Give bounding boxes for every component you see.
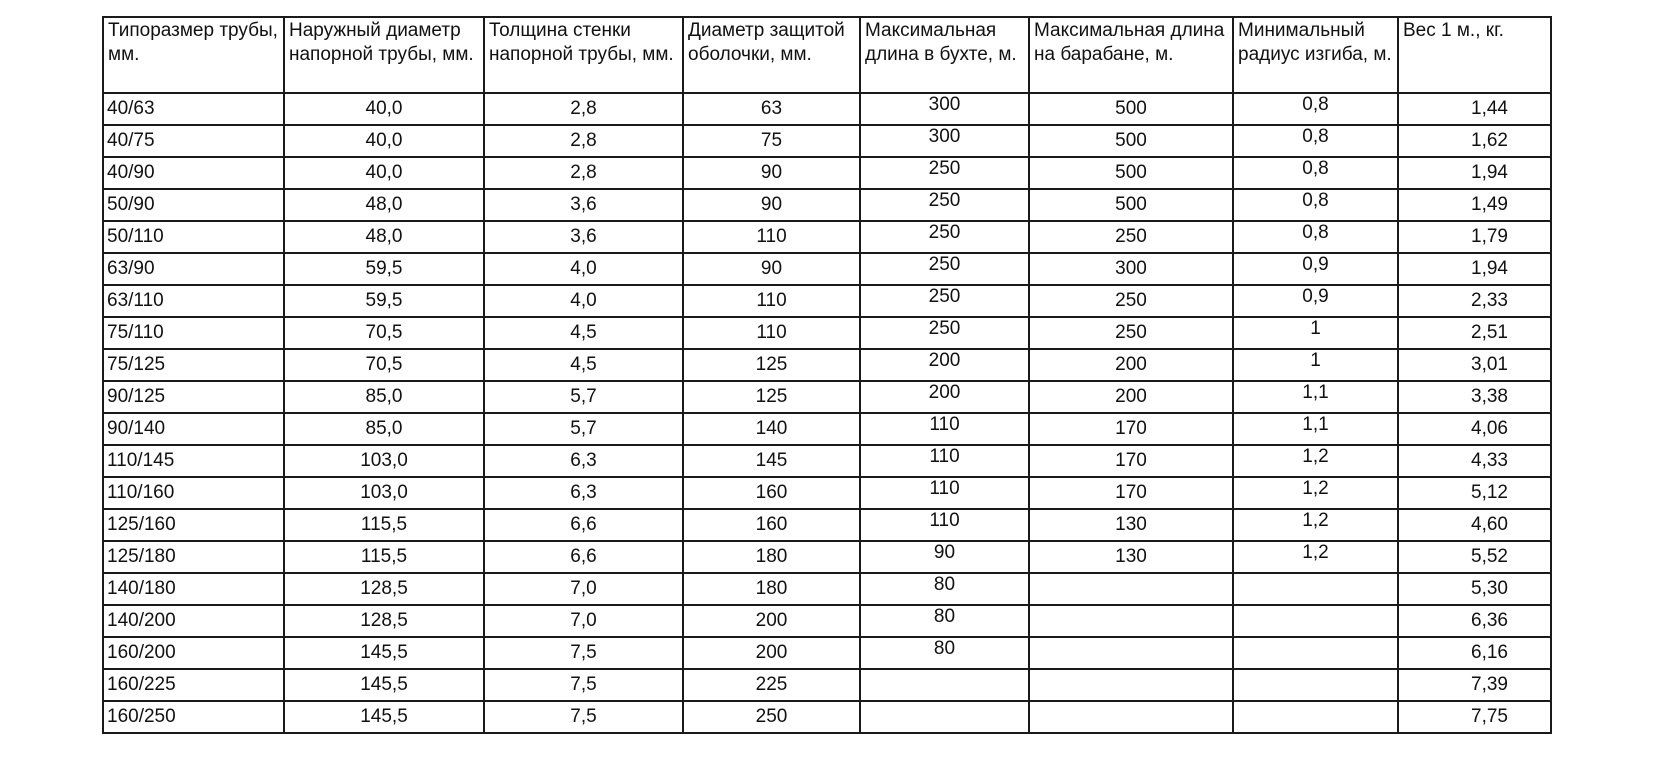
cell-jacket-diameter: 125 <box>683 381 860 413</box>
table-header <box>103 17 1551 93</box>
cell-wall-thickness: 7,5 <box>484 669 683 701</box>
cell-min-bend-radius: 0,9 <box>1233 253 1398 285</box>
cell-max-length-coil: 250 <box>860 221 1029 253</box>
cell-wall-thickness: 7,5 <box>484 637 683 669</box>
cell-max-length-drum: 500 <box>1029 125 1233 157</box>
cell-pipe-size: 40/75 <box>103 125 284 157</box>
cell-min-bend-radius <box>1233 701 1398 733</box>
cell-pipe-size: 140/180 <box>103 573 284 605</box>
table-row <box>103 541 1551 573</box>
cell-jacket-diameter: 225 <box>683 669 860 701</box>
cell-jacket-diameter: 180 <box>683 541 860 573</box>
cell-outer-diameter: 48,0 <box>284 189 484 221</box>
cell-max-length-coil: 110 <box>860 413 1029 445</box>
cell-max-length-drum: 500 <box>1029 157 1233 189</box>
cell-wall-thickness: 6,6 <box>484 541 683 573</box>
table-row <box>103 413 1551 445</box>
cell-pipe-size: 160/250 <box>103 701 284 733</box>
cell-jacket-diameter: 180 <box>683 573 860 605</box>
table-row <box>103 605 1551 637</box>
cell-min-bend-radius: 0,8 <box>1233 189 1398 221</box>
cell-min-bend-radius: 1,2 <box>1233 509 1398 541</box>
cell-weight-per-meter: 1,62 <box>1398 125 1551 157</box>
cell-max-length-drum: 170 <box>1029 445 1233 477</box>
cell-max-length-drum: 300 <box>1029 253 1233 285</box>
cell-min-bend-radius: 1,2 <box>1233 477 1398 509</box>
cell-wall-thickness: 2,8 <box>484 93 683 125</box>
cell-wall-thickness: 6,3 <box>484 445 683 477</box>
cell-min-bend-radius <box>1233 573 1398 605</box>
cell-pipe-size: 90/140 <box>103 413 284 445</box>
cell-max-length-coil: 250 <box>860 189 1029 221</box>
header-outer-diameter: Наружный диаметр напорной трубы, мм. <box>284 17 484 93</box>
cell-max-length-coil: 250 <box>860 317 1029 349</box>
cell-max-length-coil: 80 <box>860 605 1029 637</box>
cell-pipe-size: 50/110 <box>103 221 284 253</box>
cell-max-length-drum: 200 <box>1029 349 1233 381</box>
cell-max-length-drum <box>1029 701 1233 733</box>
cell-wall-thickness: 4,0 <box>484 285 683 317</box>
cell-wall-thickness: 2,8 <box>484 157 683 189</box>
cell-wall-thickness: 6,6 <box>484 509 683 541</box>
cell-max-length-coil: 250 <box>860 253 1029 285</box>
cell-wall-thickness: 4,5 <box>484 317 683 349</box>
cell-weight-per-meter: 5,12 <box>1398 477 1551 509</box>
cell-outer-diameter: 40,0 <box>284 125 484 157</box>
cell-pipe-size: 160/225 <box>103 669 284 701</box>
cell-min-bend-radius: 1,1 <box>1233 381 1398 413</box>
cell-wall-thickness: 7,5 <box>484 701 683 733</box>
table-row <box>103 189 1551 221</box>
table-row <box>103 349 1551 381</box>
cell-max-length-drum: 130 <box>1029 509 1233 541</box>
cell-pipe-size: 75/110 <box>103 317 284 349</box>
cell-max-length-coil: 250 <box>860 157 1029 189</box>
cell-jacket-diameter: 140 <box>683 413 860 445</box>
cell-max-length-drum <box>1029 669 1233 701</box>
cell-wall-thickness: 4,0 <box>484 253 683 285</box>
cell-jacket-diameter: 110 <box>683 317 860 349</box>
cell-wall-thickness: 6,3 <box>484 477 683 509</box>
cell-max-length-coil: 200 <box>860 349 1029 381</box>
cell-weight-per-meter: 1,49 <box>1398 189 1551 221</box>
cell-outer-diameter: 59,5 <box>284 253 484 285</box>
cell-min-bend-radius <box>1233 669 1398 701</box>
table-row <box>103 637 1551 669</box>
cell-min-bend-radius: 0,9 <box>1233 285 1398 317</box>
cell-jacket-diameter: 160 <box>683 477 860 509</box>
cell-weight-per-meter: 4,33 <box>1398 445 1551 477</box>
cell-outer-diameter: 70,5 <box>284 349 484 381</box>
table-row <box>103 253 1551 285</box>
cell-jacket-diameter: 200 <box>683 637 860 669</box>
table-row <box>103 93 1551 125</box>
cell-min-bend-radius <box>1233 637 1398 669</box>
table-row <box>103 573 1551 605</box>
cell-min-bend-radius: 0,8 <box>1233 157 1398 189</box>
cell-jacket-diameter: 90 <box>683 157 860 189</box>
cell-max-length-drum: 200 <box>1029 381 1233 413</box>
cell-max-length-drum: 500 <box>1029 189 1233 221</box>
cell-wall-thickness: 2,8 <box>484 125 683 157</box>
cell-weight-per-meter: 4,06 <box>1398 413 1551 445</box>
cell-max-length-drum: 170 <box>1029 477 1233 509</box>
cell-pipe-size: 63/110 <box>103 285 284 317</box>
cell-wall-thickness: 4,5 <box>484 349 683 381</box>
cell-max-length-coil: 300 <box>860 125 1029 157</box>
header-wall-thickness: Толщина стенки напорной трубы, мм. <box>484 17 683 93</box>
cell-outer-diameter: 128,5 <box>284 573 484 605</box>
cell-weight-per-meter: 5,30 <box>1398 573 1551 605</box>
table-row <box>103 477 1551 509</box>
cell-pipe-size: 50/90 <box>103 189 284 221</box>
table-row <box>103 381 1551 413</box>
cell-outer-diameter: 103,0 <box>284 477 484 509</box>
cell-weight-per-meter: 6,16 <box>1398 637 1551 669</box>
cell-weight-per-meter: 1,44 <box>1398 93 1551 125</box>
cell-jacket-diameter: 125 <box>683 349 860 381</box>
cell-wall-thickness: 5,7 <box>484 413 683 445</box>
cell-outer-diameter: 145,5 <box>284 669 484 701</box>
cell-outer-diameter: 70,5 <box>284 317 484 349</box>
cell-outer-diameter: 48,0 <box>284 221 484 253</box>
cell-max-length-coil: 200 <box>860 381 1029 413</box>
cell-outer-diameter: 85,0 <box>284 381 484 413</box>
cell-weight-per-meter: 4,60 <box>1398 509 1551 541</box>
cell-outer-diameter: 40,0 <box>284 157 484 189</box>
cell-weight-per-meter: 2,33 <box>1398 285 1551 317</box>
table-body <box>103 93 1551 733</box>
cell-pipe-size: 40/90 <box>103 157 284 189</box>
cell-max-length-drum <box>1029 573 1233 605</box>
cell-jacket-diameter: 200 <box>683 605 860 637</box>
cell-min-bend-radius: 1 <box>1233 317 1398 349</box>
cell-outer-diameter: 85,0 <box>284 413 484 445</box>
cell-weight-per-meter: 1,94 <box>1398 253 1551 285</box>
cell-max-length-coil: 250 <box>860 285 1029 317</box>
cell-wall-thickness: 7,0 <box>484 573 683 605</box>
cell-pipe-size: 125/180 <box>103 541 284 573</box>
table-row <box>103 509 1551 541</box>
header-max-length-coil: Максимальная длина в бухте, м. <box>860 17 1029 93</box>
cell-max-length-coil <box>860 669 1029 701</box>
cell-min-bend-radius: 1,2 <box>1233 445 1398 477</box>
cell-weight-per-meter: 1,94 <box>1398 157 1551 189</box>
cell-max-length-drum: 250 <box>1029 221 1233 253</box>
cell-weight-per-meter: 7,75 <box>1398 701 1551 733</box>
cell-min-bend-radius: 0,8 <box>1233 93 1398 125</box>
cell-pipe-size: 75/125 <box>103 349 284 381</box>
cell-outer-diameter: 40,0 <box>284 93 484 125</box>
header-min-bend-radius: Минимальный радиус изгиба, м. <box>1233 17 1398 93</box>
cell-weight-per-meter: 6,36 <box>1398 605 1551 637</box>
cell-weight-per-meter: 1,79 <box>1398 221 1551 253</box>
cell-min-bend-radius: 1,2 <box>1233 541 1398 573</box>
table-row <box>103 317 1551 349</box>
cell-min-bend-radius: 0,8 <box>1233 221 1398 253</box>
cell-weight-per-meter: 3,38 <box>1398 381 1551 413</box>
cell-outer-diameter: 145,5 <box>284 637 484 669</box>
cell-outer-diameter: 103,0 <box>284 445 484 477</box>
table-row <box>103 125 1551 157</box>
table-row <box>103 285 1551 317</box>
cell-max-length-drum <box>1029 637 1233 669</box>
cell-outer-diameter: 59,5 <box>284 285 484 317</box>
cell-max-length-coil: 80 <box>860 573 1029 605</box>
cell-pipe-size: 40/63 <box>103 93 284 125</box>
cell-jacket-diameter: 90 <box>683 253 860 285</box>
cell-weight-per-meter: 5,52 <box>1398 541 1551 573</box>
cell-max-length-coil: 90 <box>860 541 1029 573</box>
table-row <box>103 669 1551 701</box>
cell-max-length-drum <box>1029 605 1233 637</box>
cell-max-length-drum: 250 <box>1029 317 1233 349</box>
cell-jacket-diameter: 250 <box>683 701 860 733</box>
cell-wall-thickness: 3,6 <box>484 189 683 221</box>
cell-pipe-size: 160/200 <box>103 637 284 669</box>
cell-max-length-coil: 110 <box>860 477 1029 509</box>
cell-jacket-diameter: 90 <box>683 189 860 221</box>
cell-max-length-coil <box>860 701 1029 733</box>
cell-max-length-coil: 80 <box>860 637 1029 669</box>
cell-max-length-coil: 110 <box>860 509 1029 541</box>
cell-jacket-diameter: 110 <box>683 285 860 317</box>
cell-max-length-drum: 500 <box>1029 93 1233 125</box>
table-row <box>103 701 1551 733</box>
header-row <box>103 17 1551 93</box>
cell-min-bend-radius <box>1233 605 1398 637</box>
cell-outer-diameter: 115,5 <box>284 509 484 541</box>
cell-pipe-size: 63/90 <box>103 253 284 285</box>
cell-jacket-diameter: 145 <box>683 445 860 477</box>
header-weight-per-meter: Вес 1 м., кг. <box>1398 17 1551 93</box>
cell-outer-diameter: 115,5 <box>284 541 484 573</box>
table-row <box>103 157 1551 189</box>
cell-outer-diameter: 128,5 <box>284 605 484 637</box>
header-max-length-drum: Максимальная длина на барабане, м. <box>1029 17 1233 93</box>
cell-min-bend-radius: 1 <box>1233 349 1398 381</box>
cell-pipe-size: 125/160 <box>103 509 284 541</box>
cell-weight-per-meter: 3,01 <box>1398 349 1551 381</box>
pipe-spec-table <box>102 16 1552 734</box>
cell-jacket-diameter: 160 <box>683 509 860 541</box>
cell-min-bend-radius: 0,8 <box>1233 125 1398 157</box>
cell-jacket-diameter: 110 <box>683 221 860 253</box>
cell-outer-diameter: 145,5 <box>284 701 484 733</box>
cell-pipe-size: 110/160 <box>103 477 284 509</box>
cell-max-length-drum: 130 <box>1029 541 1233 573</box>
cell-pipe-size: 90/125 <box>103 381 284 413</box>
cell-weight-per-meter: 2,51 <box>1398 317 1551 349</box>
cell-weight-per-meter: 7,39 <box>1398 669 1551 701</box>
header-pipe-size: Типоразмер трубы, мм. <box>103 17 284 93</box>
cell-pipe-size: 140/200 <box>103 605 284 637</box>
cell-wall-thickness: 7,0 <box>484 605 683 637</box>
table-row <box>103 445 1551 477</box>
cell-pipe-size: 110/145 <box>103 445 284 477</box>
cell-wall-thickness: 5,7 <box>484 381 683 413</box>
cell-min-bend-radius: 1,1 <box>1233 413 1398 445</box>
cell-jacket-diameter: 75 <box>683 125 860 157</box>
cell-max-length-coil: 300 <box>860 93 1029 125</box>
cell-max-length-coil: 110 <box>860 445 1029 477</box>
cell-wall-thickness: 3,6 <box>484 221 683 253</box>
cell-jacket-diameter: 63 <box>683 93 860 125</box>
cell-max-length-drum: 170 <box>1029 413 1233 445</box>
table-row <box>103 221 1551 253</box>
cell-max-length-drum: 250 <box>1029 285 1233 317</box>
header-jacket-diameter: Диаметр защитой оболочки, мм. <box>683 17 860 93</box>
